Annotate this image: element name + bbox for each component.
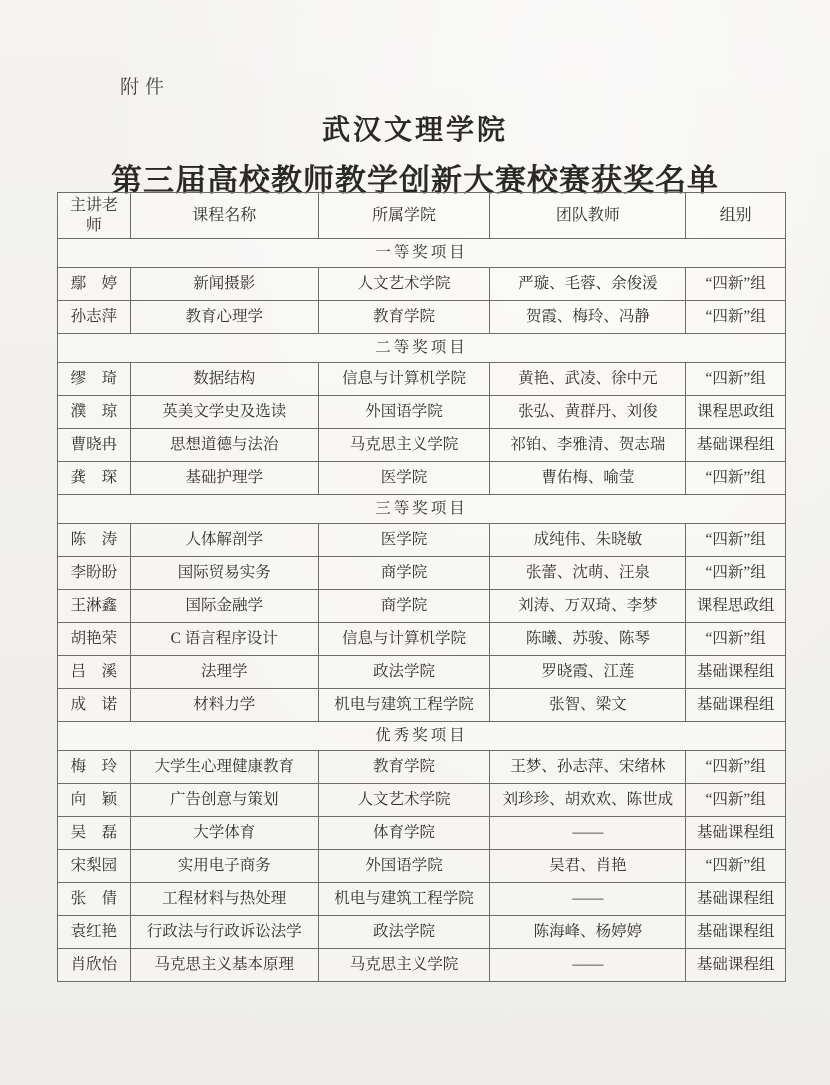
course-cell: 教育心理学: [130, 301, 318, 334]
course-cell: 国际金融学: [130, 590, 318, 623]
team-cell: 陈曦、苏骏、陈琴: [490, 623, 686, 656]
header-group-cell: 组别: [686, 193, 786, 239]
table-row: [58, 623, 786, 656]
course-cell: 工程材料与热处理: [130, 883, 318, 916]
group-cell: 基础课程组: [686, 429, 786, 462]
teacher-cell: 王淋鑫: [58, 590, 131, 623]
group-cell: 课程思政组: [686, 396, 786, 429]
group-cell: “四新”组: [686, 524, 786, 557]
college-cell: 信息与计算机学院: [318, 363, 490, 396]
table-row: [58, 817, 786, 850]
awards-table-head: [58, 193, 786, 239]
team-cell: 陈海峰、杨婷婷: [490, 916, 686, 949]
college-cell: 外国语学院: [318, 850, 490, 883]
group-cell: “四新”组: [686, 268, 786, 301]
header-college-cell: 所属学院: [318, 193, 490, 239]
team-cell: 吴君、肖艳: [490, 850, 686, 883]
team-cell: 曹佑梅、喻莹: [490, 462, 686, 495]
teacher-cell: 濮 琼: [58, 396, 131, 429]
college-cell: 商学院: [318, 590, 490, 623]
header-team-cell: 团队教师: [490, 193, 686, 239]
group-cell: “四新”组: [686, 363, 786, 396]
course-cell: 新闻摄影: [130, 268, 318, 301]
group-cell: “四新”组: [686, 850, 786, 883]
table-row: [58, 949, 786, 982]
group-cell: 基础课程组: [686, 883, 786, 916]
team-cell: ——: [490, 817, 686, 850]
college-cell: 医学院: [318, 524, 490, 557]
college-cell: 外国语学院: [318, 396, 490, 429]
team-cell: 张蕾、沈萌、汪泉: [490, 557, 686, 590]
teacher-cell: 陈 涛: [58, 524, 131, 557]
table-row: [58, 268, 786, 301]
attachment-label: 附件: [120, 77, 171, 98]
group-cell: 基础课程组: [686, 689, 786, 722]
team-cell: ——: [490, 949, 686, 982]
college-cell: 教育学院: [318, 751, 490, 784]
table-row: [58, 590, 786, 623]
table-row: [58, 916, 786, 949]
table-row: [58, 301, 786, 334]
group-cell: 基础课程组: [686, 817, 786, 850]
course-cell: 数据结构: [130, 363, 318, 396]
team-cell: 刘涛、万双琦、李梦: [490, 590, 686, 623]
table-row: [58, 429, 786, 462]
team-cell: 贺霞、梅玲、冯静: [490, 301, 686, 334]
table-row: [58, 883, 786, 916]
course-cell: 行政法与行政诉讼法学: [130, 916, 318, 949]
teacher-cell: 曹晓冉: [58, 429, 131, 462]
teacher-cell: 梅 玲: [58, 751, 131, 784]
page-title-line2: 第三届高校教师教学创新大赛校赛获奖名单: [111, 163, 719, 198]
course-cell: 基础护理学: [130, 462, 318, 495]
group-cell: 课程思政组: [686, 590, 786, 623]
college-cell: 体育学院: [318, 817, 490, 850]
college-cell: 信息与计算机学院: [318, 623, 490, 656]
team-cell: 张智、梁文: [490, 689, 686, 722]
college-cell: 医学院: [318, 462, 490, 495]
course-cell: 法理学: [130, 656, 318, 689]
college-cell: 人文艺术学院: [318, 784, 490, 817]
table-row: [58, 462, 786, 495]
group-cell: 基础课程组: [686, 916, 786, 949]
course-cell: 大学生心理健康教育: [130, 751, 318, 784]
team-cell: 黄艳、武凌、徐中元: [490, 363, 686, 396]
group-cell: “四新”组: [686, 751, 786, 784]
college-cell: 教育学院: [318, 301, 490, 334]
page-title-line1: 武汉文理学院: [321, 114, 508, 145]
table-row: [58, 524, 786, 557]
team-cell: 成纯伟、朱晓敏: [490, 524, 686, 557]
team-cell: ——: [490, 883, 686, 916]
college-cell: 政法学院: [318, 916, 490, 949]
teacher-cell: 鄢 婷: [58, 268, 131, 301]
group-cell: “四新”组: [686, 301, 786, 334]
college-cell: 机电与建筑工程学院: [318, 883, 490, 916]
college-cell: 机电与建筑工程学院: [318, 689, 490, 722]
course-cell: 马克思主义基本原理: [130, 949, 318, 982]
section-row: [58, 722, 786, 751]
teacher-cell: 缪 琦: [58, 363, 131, 396]
group-cell: 基础课程组: [686, 949, 786, 982]
course-cell: 国际贸易实务: [130, 557, 318, 590]
team-cell: 祁铂、李雅清、贺志瑞: [490, 429, 686, 462]
teacher-cell: 李盼盼: [58, 557, 131, 590]
teacher-cell: 胡艳荣: [58, 623, 131, 656]
team-cell: 严璇、毛蓉、余俊湲: [490, 268, 686, 301]
section-row: [58, 239, 786, 268]
college-cell: 马克思主义学院: [318, 949, 490, 982]
awards-table: [57, 192, 786, 982]
teacher-cell: 吕 溪: [58, 656, 131, 689]
section-row: [58, 495, 786, 524]
teacher-cell: 向 颖: [58, 784, 131, 817]
document-title: [0, 108, 830, 200]
group-cell: “四新”组: [686, 784, 786, 817]
college-cell: 商学院: [318, 557, 490, 590]
college-cell: 马克思主义学院: [318, 429, 490, 462]
course-cell: C 语言程序设计: [130, 623, 318, 656]
college-cell: 政法学院: [318, 656, 490, 689]
awards-table-body: [58, 239, 786, 982]
table-row: [58, 751, 786, 784]
header-course-cell: 课程名称: [130, 193, 318, 239]
group-cell: “四新”组: [686, 462, 786, 495]
header-teacher-cell: 主讲老师: [58, 193, 131, 239]
header-row: [58, 193, 786, 239]
teacher-cell: 成 诺: [58, 689, 131, 722]
table-row: [58, 396, 786, 429]
section-row: [58, 334, 786, 363]
teacher-cell: 张 倩: [58, 883, 131, 916]
section-label: 三等奖项目: [58, 495, 786, 524]
group-cell: “四新”组: [686, 557, 786, 590]
table-row: [58, 850, 786, 883]
teacher-cell: 孙志萍: [58, 301, 131, 334]
section-label: 优秀奖项目: [58, 722, 786, 751]
course-cell: 思想道德与法治: [130, 429, 318, 462]
course-cell: 大学体育: [130, 817, 318, 850]
course-cell: 材料力学: [130, 689, 318, 722]
table-row: [58, 363, 786, 396]
team-cell: 刘珍珍、胡欢欢、陈世成: [490, 784, 686, 817]
college-cell: 人文艺术学院: [318, 268, 490, 301]
course-cell: 广告创意与策划: [130, 784, 318, 817]
team-cell: 罗晓霞、江莲: [490, 656, 686, 689]
table-row: [58, 784, 786, 817]
teacher-cell: 吴 磊: [58, 817, 131, 850]
teacher-cell: 肖欣怡: [58, 949, 131, 982]
team-cell: 张弘、黄群丹、刘俊: [490, 396, 686, 429]
table-row: [58, 689, 786, 722]
teacher-cell: 宋梨园: [58, 850, 131, 883]
section-label: 一等奖项目: [58, 239, 786, 268]
table-row: [58, 656, 786, 689]
table-row: [58, 557, 786, 590]
section-label: 二等奖项目: [58, 334, 786, 363]
course-cell: 人体解剖学: [130, 524, 318, 557]
group-cell: 基础课程组: [686, 656, 786, 689]
course-cell: 英美文学史及选读: [130, 396, 318, 429]
team-cell: 王梦、孙志萍、宋绪林: [490, 751, 686, 784]
teacher-cell: 龚 琛: [58, 462, 131, 495]
teacher-cell: 袁红艳: [58, 916, 131, 949]
course-cell: 实用电子商务: [130, 850, 318, 883]
group-cell: “四新”组: [686, 623, 786, 656]
